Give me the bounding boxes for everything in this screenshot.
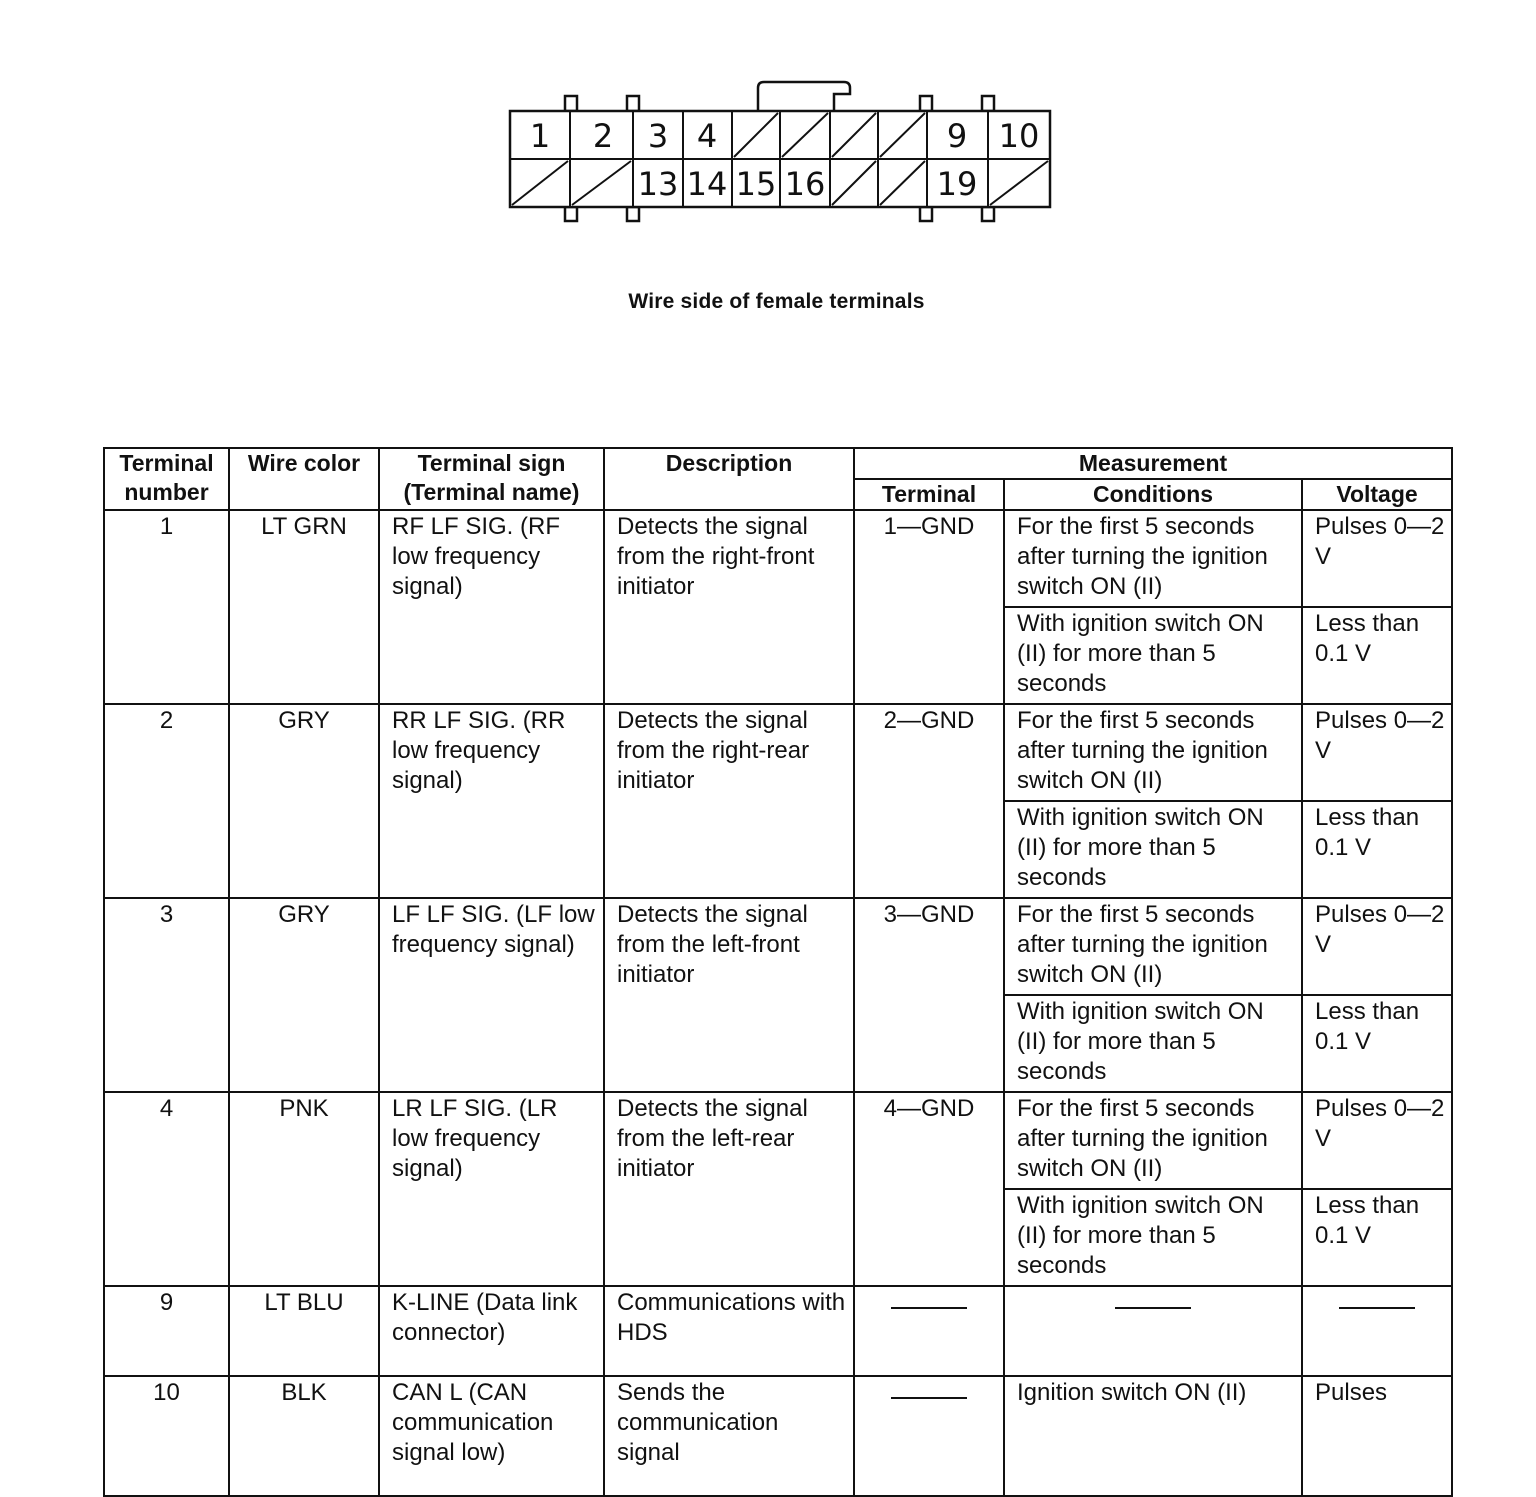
not-applicable-dash <box>1115 1307 1191 1309</box>
pin-label: 1 <box>529 117 551 155</box>
cell-description: Detects the signal from the right-front initiator <box>604 510 854 704</box>
header-description: Description <box>604 448 854 510</box>
cell-condition: For the first 5 seconds after turning the ignition switch ON (II) <box>1004 704 1302 801</box>
cell-condition: For the first 5 seconds after turning the ignition switch ON (II) <box>1004 510 1302 607</box>
table-row <box>104 704 1452 801</box>
cell-voltage: Pulses 0—2 V <box>1302 704 1452 801</box>
cell-voltage: Pulses 0—2 V <box>1302 898 1452 995</box>
latch-tab <box>627 96 639 111</box>
cell-wire-color: BLK <box>229 1376 379 1496</box>
cell-wire-color: GRY <box>229 704 379 898</box>
pin-label: 10 <box>998 117 1040 155</box>
cell-terminal-sign: LF LF SIG. (LF low frequency signal) <box>379 898 604 1092</box>
cell-voltage <box>1302 1286 1452 1376</box>
cell-terminal-sign: RR LF SIG. (RR low frequency signal) <box>379 704 604 898</box>
latch-tab <box>565 207 577 221</box>
pin-label: 14 <box>686 165 728 203</box>
lock-latch <box>758 82 850 111</box>
cell-wire-color: LT GRN <box>229 510 379 704</box>
pin-label: 2 <box>592 117 614 155</box>
latch-tab <box>627 207 639 221</box>
cell-m-terminal: 3—GND <box>854 898 1004 1092</box>
cell-terminal-sign: RF LF SIG. (RF low frequency signal) <box>379 510 604 704</box>
cell-voltage: Less than 0.1 V <box>1302 801 1452 898</box>
cell-condition: With ignition switch ON (II) for more than 5 seconds <box>1004 1189 1302 1286</box>
cell-description: Detects the signal from the right-rear initiator <box>604 704 854 898</box>
cell-description: Detects the signal from the left-front initiator <box>604 898 854 1092</box>
cell-condition: For the first 5 seconds after turning the ignition switch ON (II) <box>1004 898 1302 995</box>
pin-label: 16 <box>784 165 826 203</box>
cell-condition: With ignition switch ON (II) for more than 5 seconds <box>1004 801 1302 898</box>
table-row <box>104 1286 1452 1376</box>
cell-voltage: Less than 0.1 V <box>1302 995 1452 1092</box>
cell-description: Communications with HDS <box>604 1286 854 1376</box>
header-m-voltage: Voltage <box>1302 479 1452 510</box>
cell-number: 2 <box>104 704 229 898</box>
latch-tab <box>982 207 994 221</box>
header-terminal-sign: Terminal sign (Terminal name) <box>379 448 604 510</box>
cell-condition: For the first 5 seconds after turning the ignition switch ON (II) <box>1004 1092 1302 1189</box>
cell-terminal-sign: K-LINE (Data link connector) <box>379 1286 604 1376</box>
header-wire-color: Wire color <box>229 448 379 510</box>
not-applicable-dash <box>1339 1307 1415 1309</box>
latch-tab <box>982 96 994 111</box>
pin-label: 19 <box>936 165 978 203</box>
pin-label: 9 <box>946 117 968 155</box>
not-applicable-dash <box>891 1307 967 1309</box>
cell-voltage: Pulses <box>1302 1376 1452 1496</box>
table-row <box>104 510 1452 607</box>
header-m-conditions: Conditions <box>1004 479 1302 510</box>
cell-m-terminal: 4—GND <box>854 1092 1004 1286</box>
cell-terminal-sign: LR LF SIG. (LR low frequency signal) <box>379 1092 604 1286</box>
cell-m-terminal <box>854 1376 1004 1496</box>
cell-condition: With ignition switch ON (II) for more than 5 seconds <box>1004 995 1302 1092</box>
not-applicable-dash <box>891 1397 967 1399</box>
pin-label: 15 <box>735 165 777 203</box>
cell-wire-color: GRY <box>229 898 379 1092</box>
cell-number: 1 <box>104 510 229 704</box>
table-row <box>104 1376 1452 1496</box>
cell-m-terminal <box>854 1286 1004 1376</box>
connector-diagram <box>500 76 1060 226</box>
header-m-terminal: Terminal <box>854 479 1004 510</box>
cell-number: 3 <box>104 898 229 1092</box>
table-row <box>104 1092 1452 1189</box>
latch-tab <box>565 96 577 111</box>
diagram-caption: Wire side of female terminals <box>628 290 925 313</box>
latch-tab <box>920 207 932 221</box>
cell-voltage: Pulses 0—2 V <box>1302 510 1452 607</box>
cell-m-terminal: 2—GND <box>854 704 1004 898</box>
cell-description: Sends the communication signal <box>604 1376 854 1496</box>
table-row <box>104 898 1452 995</box>
cell-terminal-sign: CAN L (CAN communication signal low) <box>379 1376 604 1496</box>
cell-voltage: Less than 0.1 V <box>1302 607 1452 704</box>
latch-tab <box>920 96 932 111</box>
pin-label: 13 <box>637 165 679 203</box>
cell-number: 4 <box>104 1092 229 1286</box>
cell-condition: With ignition switch ON (II) for more than 5 seconds <box>1004 607 1302 704</box>
cell-condition <box>1004 1286 1302 1376</box>
cell-number: 9 <box>104 1286 229 1376</box>
cell-voltage: Less than 0.1 V <box>1302 1189 1452 1286</box>
cell-m-terminal: 1—GND <box>854 510 1004 704</box>
terminal-table <box>103 447 1453 1497</box>
cell-number: 10 <box>104 1376 229 1496</box>
cell-wire-color: PNK <box>229 1092 379 1286</box>
pin-label: 3 <box>647 117 669 155</box>
header-terminal-number: Terminal number <box>104 448 229 510</box>
cell-condition: Ignition switch ON (II) <box>1004 1376 1302 1496</box>
cell-wire-color: LT BLU <box>229 1286 379 1376</box>
pin-label: 4 <box>696 117 718 155</box>
cell-description: Detects the signal from the left-rear initiator <box>604 1092 854 1286</box>
cell-voltage: Pulses 0—2 V <box>1302 1092 1452 1189</box>
header-measurement: Measurement <box>854 448 1452 479</box>
